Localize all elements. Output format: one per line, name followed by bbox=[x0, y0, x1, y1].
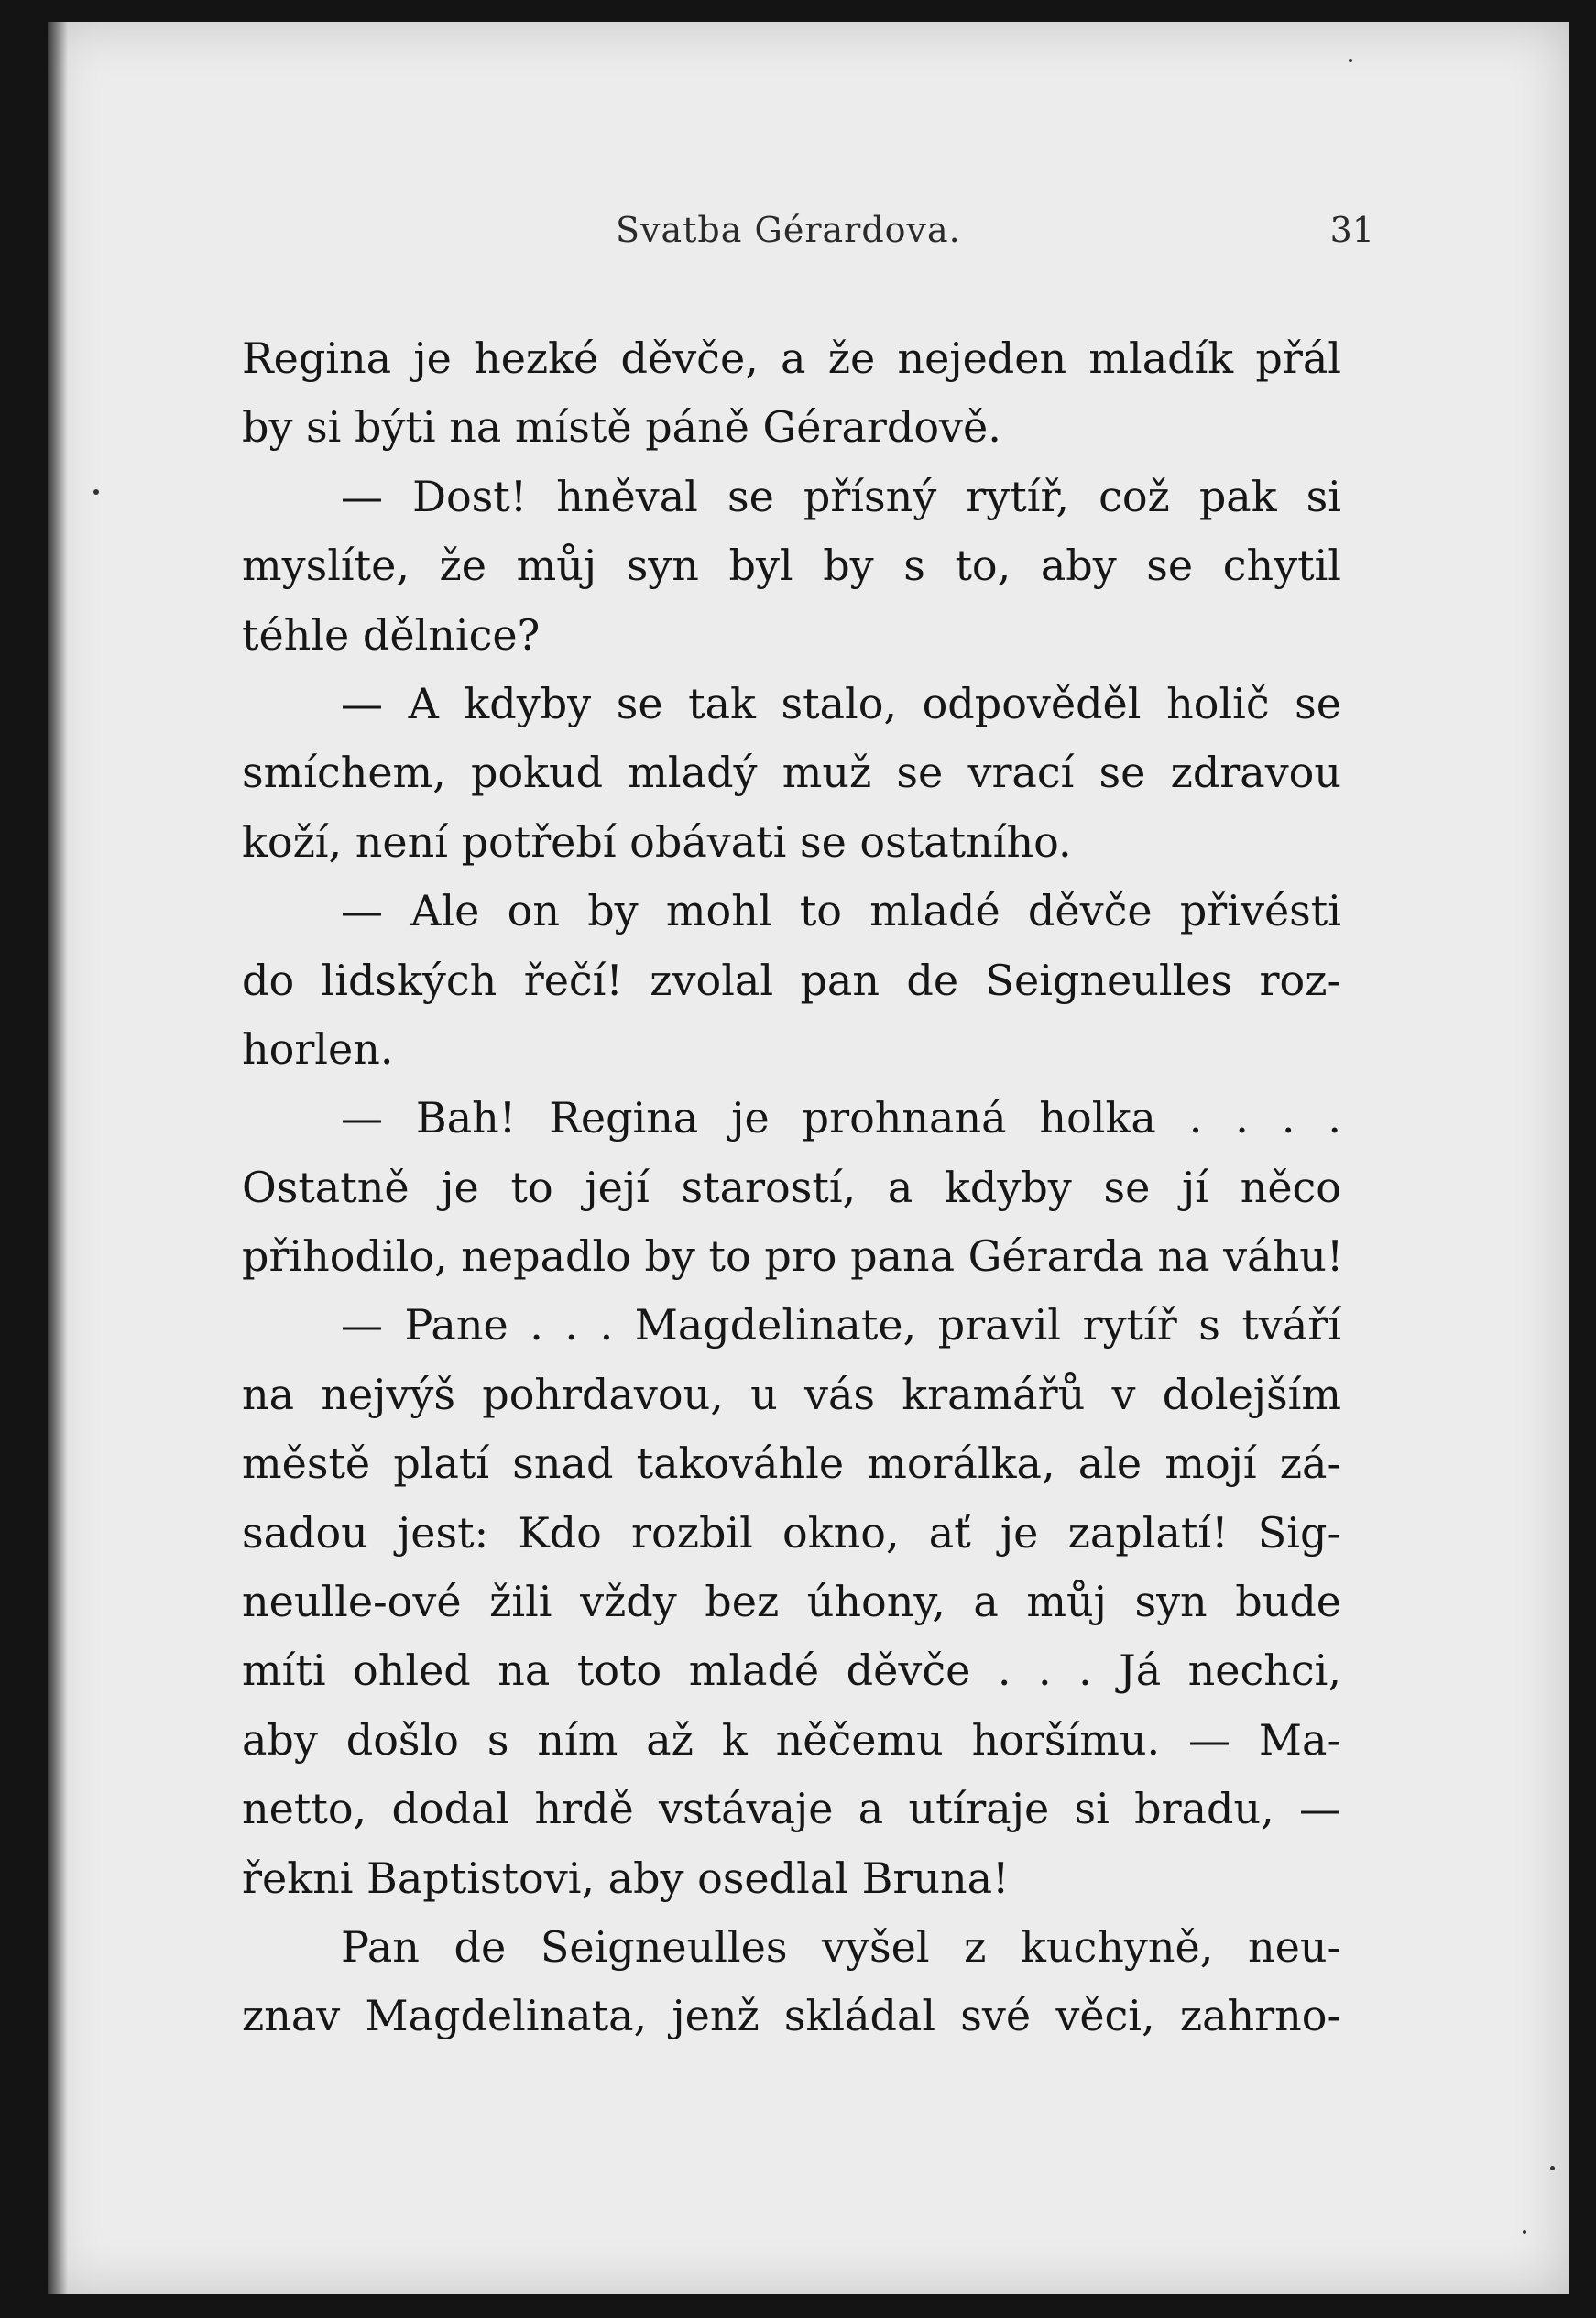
text-line: neulle-ové žili vždy bez úhony, a můj syn bude bbox=[242, 1577, 1341, 1627]
paper-speck bbox=[1349, 59, 1352, 62]
text-line: do lidských řečí! zvolal pan de Seigneulles roz- bbox=[242, 955, 1341, 1005]
text-line: by si býti na místě páně Gérardově. bbox=[242, 402, 1001, 453]
text-line: znav Magdelinata, jenž skládal své věci, zahrno- bbox=[242, 1991, 1341, 2041]
page-number: 31 bbox=[1329, 210, 1374, 250]
text-line: řekni Baptistovi, aby osedlal Bruna! bbox=[242, 1853, 1010, 1903]
running-title: Svatba Gérardova. bbox=[616, 210, 961, 250]
text-line: sadou jest: Kdo rozbil okno, ať je zaplatí! Sig- bbox=[242, 1507, 1341, 1558]
text-line: téhle dělnice? bbox=[242, 609, 541, 660]
text-line: — Dost! hněval se přísný rytíř, což pak si bbox=[341, 471, 1341, 521]
text-line: na nejvýš pohrdavou, u vás kramářů v dolejším bbox=[242, 1369, 1341, 1419]
paper-speck bbox=[1550, 2166, 1555, 2170]
page-header bbox=[48, 210, 1569, 265]
body-text bbox=[242, 324, 1344, 2051]
text-line: — Ale on by mohl to mladé děvče přivésti bbox=[341, 886, 1341, 936]
text-line: Ostatně je to její starostí, a kdyby se jí něco bbox=[242, 1162, 1341, 1212]
text-line: netto, dodal hrdě vstávaje a utíraje si bradu, — bbox=[242, 1784, 1341, 1834]
text-line: — A kdyby se tak stalo, odpověděl holič se bbox=[341, 678, 1341, 728]
text-line: Pan de Seigneulles vyšel z kuchyně, neu- bbox=[341, 1921, 1341, 1972]
text-line: koží, není potřebí obávati se ostatního. bbox=[242, 816, 1072, 867]
text-line: aby došlo s ním až k něčemu horšímu. — Ma- bbox=[242, 1714, 1341, 1765]
text-line: míti ohled na toto mladé děvče . . . Já nechci, bbox=[242, 1646, 1341, 1696]
paper-speck bbox=[1523, 2230, 1526, 2234]
text-line: myslíte, že můj syn byl by s to, aby se chytil bbox=[242, 541, 1341, 591]
book-page bbox=[48, 22, 1569, 2294]
text-line: přihodilo, nepadlo by to pro pana Gérarda na váhu! bbox=[242, 1231, 1344, 1282]
text-line: městě platí snad takováhle morálka, ale mojí zá- bbox=[242, 1438, 1341, 1489]
text-line: smíchem, pokud mladý muž se vrací se zdravou bbox=[242, 748, 1341, 798]
paper-speck bbox=[93, 489, 99, 495]
spine-shadow bbox=[48, 22, 68, 2294]
text-line: Regina je hezké děvče, a že nejeden mladík přál bbox=[242, 333, 1341, 383]
text-line: horlen. bbox=[242, 1023, 394, 1074]
text-line: — Bah! Regina je prohnaná holka . . . . bbox=[341, 1093, 1341, 1143]
text-line: — Pane . . . Magdelinate, pravil rytíř s tváří bbox=[341, 1300, 1341, 1350]
